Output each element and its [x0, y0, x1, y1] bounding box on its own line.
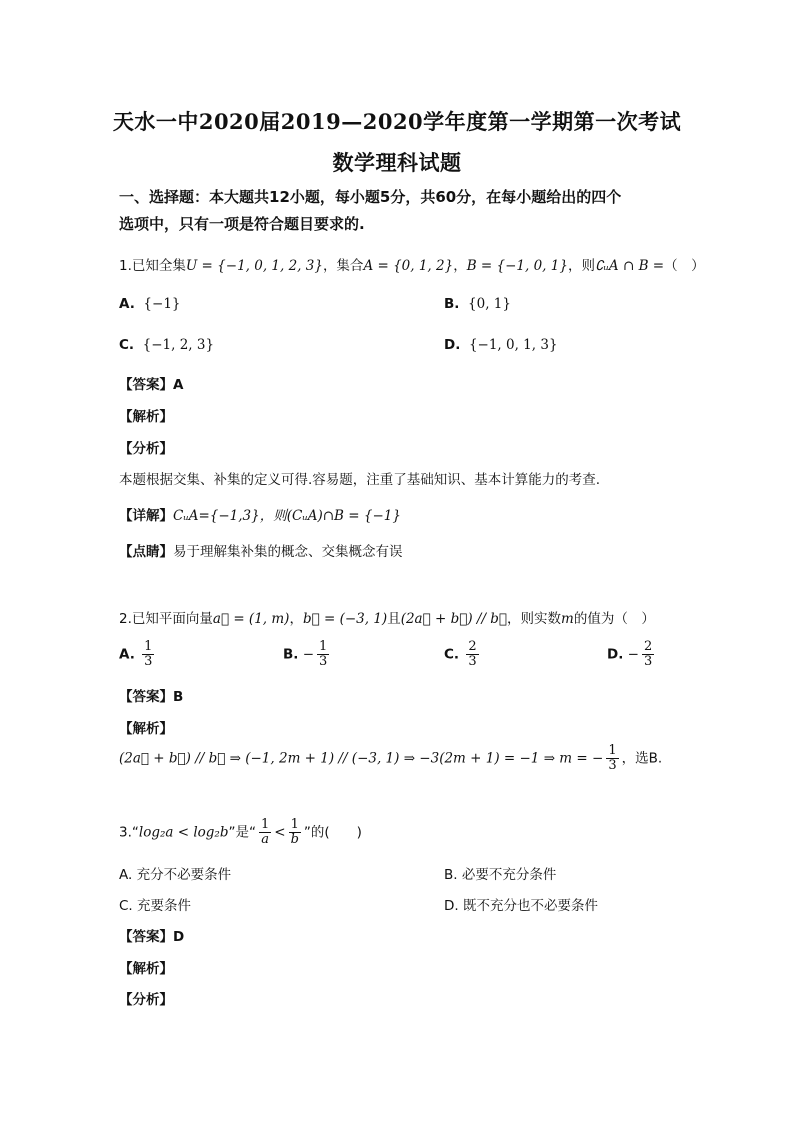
- q1-fenxi-text: 本题根据交集、补集的定义可得.容易题，注重了基础知识、基本计算能力的考查.: [119, 472, 601, 488]
- option-label: B.: [444, 296, 460, 312]
- q2-option-b: [283, 640, 332, 669]
- denominator: a: [261, 832, 269, 847]
- q3-option-a: A. 充分不必要条件: [119, 867, 232, 883]
- answer-value: B: [173, 689, 184, 705]
- numerator: 1: [608, 743, 617, 758]
- q2-vector-b: b⃗ = (−3, 1): [302, 611, 388, 627]
- q1-set-b: B = {−1, 0, 1}: [466, 258, 568, 274]
- q1-set-a: A = {0, 1, 2}: [363, 258, 454, 274]
- dianjing-tag: 【点睛】: [119, 544, 173, 560]
- denominator: 3: [319, 654, 328, 669]
- q1-stem-text: 1.已知全集: [119, 258, 186, 274]
- option-label: A.: [119, 296, 135, 312]
- q2-variable: m: [561, 611, 574, 627]
- numerator: 1: [144, 639, 153, 654]
- q1-option-d: [444, 337, 558, 353]
- denominator: 3: [468, 654, 477, 669]
- dianjing-text: 易于理解集补集的概念、交集概念有误: [173, 544, 403, 560]
- fraction: [317, 640, 329, 669]
- q1-option-c: [119, 337, 214, 353]
- minus-sign: −: [302, 646, 315, 663]
- q3-stem-text: 3.“: [119, 824, 139, 841]
- exam-subtitle: 数学理科试题: [332, 150, 462, 175]
- q1-set-u: U = {−1, 0, 1, 2, 3}: [185, 258, 323, 274]
- numerator: 1: [289, 818, 301, 833]
- fraction: [606, 744, 618, 773]
- q2-stem-text: 且: [387, 611, 401, 627]
- q2-stem-text: 的值为（ ）: [573, 611, 655, 627]
- denominator: 3: [608, 758, 617, 773]
- q1-xiangjie: [119, 504, 401, 524]
- q1-stem-text: ，则: [567, 258, 595, 274]
- less-than: <: [274, 824, 286, 841]
- section-heading-line1: 一、选择题：本大题共12小题，每小题5分，共60分，在每小题给出的四个: [119, 188, 622, 206]
- denominator: b: [290, 832, 299, 847]
- answer-tag: 【答案】: [119, 689, 173, 705]
- numerator: 2: [643, 639, 653, 654]
- option-value: {−1, 0, 1, 3}: [468, 337, 558, 353]
- option-label: C.: [119, 337, 135, 353]
- q2-vector-a: a⃗ = (1, m): [212, 611, 290, 627]
- option-label: A.: [119, 646, 135, 663]
- q1-dianjing: [119, 540, 403, 560]
- q2-condition: (2a⃗ + b⃗) // b⃗: [400, 611, 508, 627]
- option-value: {0, 1}: [468, 296, 511, 312]
- xiangjie-tag: 【详解】: [119, 508, 173, 524]
- fraction: [142, 640, 154, 669]
- option-label: C.: [444, 646, 460, 663]
- denominator: 3: [144, 654, 153, 669]
- q3-stem: [119, 818, 362, 847]
- q1-jiexi-tag: 【解析】: [119, 409, 173, 425]
- option-label: D.: [607, 646, 624, 663]
- q2-derivation: [119, 744, 662, 773]
- q3-answer: [119, 925, 184, 945]
- fraction: [259, 818, 271, 847]
- answer-value: D: [173, 929, 185, 945]
- q1-separator: ，: [453, 258, 467, 274]
- option-label: D.: [444, 337, 461, 353]
- answer-tag: 【答案】: [119, 377, 173, 393]
- q2-option-d: [607, 640, 657, 669]
- option-value: {−1}: [143, 296, 181, 312]
- numerator: 1: [319, 639, 328, 654]
- exam-title: 天水一中2020届2019—2020学年度第一学期第一次考试: [112, 109, 682, 134]
- q3-stem-text: ”的( ): [303, 824, 362, 841]
- q3-stem-text: ”是“: [228, 824, 256, 841]
- option-value: {−1, 2, 3}: [142, 337, 215, 353]
- fraction: [289, 818, 301, 847]
- denominator: 3: [643, 654, 653, 669]
- q3-option-b: B. 必要不充分条件: [444, 867, 557, 883]
- fraction: [642, 640, 654, 669]
- xiangjie-text: CᵤA={−1,3}，则(CᵤA)∩B = {−1}: [173, 508, 401, 524]
- q2-separator: ，: [289, 611, 303, 627]
- q3-fenxi-tag: 【分析】: [119, 992, 173, 1008]
- q3-option-c: C. 充要条件: [119, 898, 192, 914]
- q1-stem-text: （ ）: [664, 258, 705, 274]
- option-label: B.: [283, 646, 299, 663]
- numerator: 2: [468, 639, 477, 654]
- q2-jiexi-tag: 【解析】: [119, 721, 173, 737]
- q1-expression: ∁ᵤA ∩ B =: [594, 258, 665, 274]
- q1-stem: [119, 254, 705, 274]
- q2-option-c: [444, 640, 482, 669]
- q3-jiexi-tag: 【解析】: [119, 961, 173, 977]
- q1-option-b: [444, 296, 511, 312]
- numerator: 1: [260, 817, 270, 832]
- q3-log-expression: log₂a < log₂b: [138, 824, 229, 841]
- q2-stem-text: 2.已知平面向量: [119, 611, 213, 627]
- derivation-text: (2a⃗ + b⃗) // b⃗ ⇒ (−1, 2m + 1) // (−3, 1) ⇒ −3(2m + 1) = −1 ⇒ m = −: [119, 750, 604, 767]
- answer-value: A: [173, 377, 184, 393]
- q2-option-a: [119, 640, 157, 669]
- q2-stem-text: ，则实数: [507, 611, 562, 627]
- section-heading-line2: 选项中，只有一项是符合题目要求的.: [119, 215, 365, 233]
- q1-option-a: [119, 296, 181, 312]
- fraction: [466, 640, 478, 669]
- answer-tag: 【答案】: [119, 929, 173, 945]
- q1-answer: [119, 373, 183, 393]
- q3-option-d: D. 既不充分也不必要条件: [444, 898, 598, 914]
- q2-stem: [119, 607, 655, 627]
- q2-answer: [119, 685, 183, 705]
- q1-stem-text: ，集合: [322, 258, 364, 274]
- minus-sign: −: [627, 646, 639, 663]
- q1-fenxi-tag: 【分析】: [119, 441, 173, 457]
- derivation-end: ，选B.: [621, 750, 663, 767]
